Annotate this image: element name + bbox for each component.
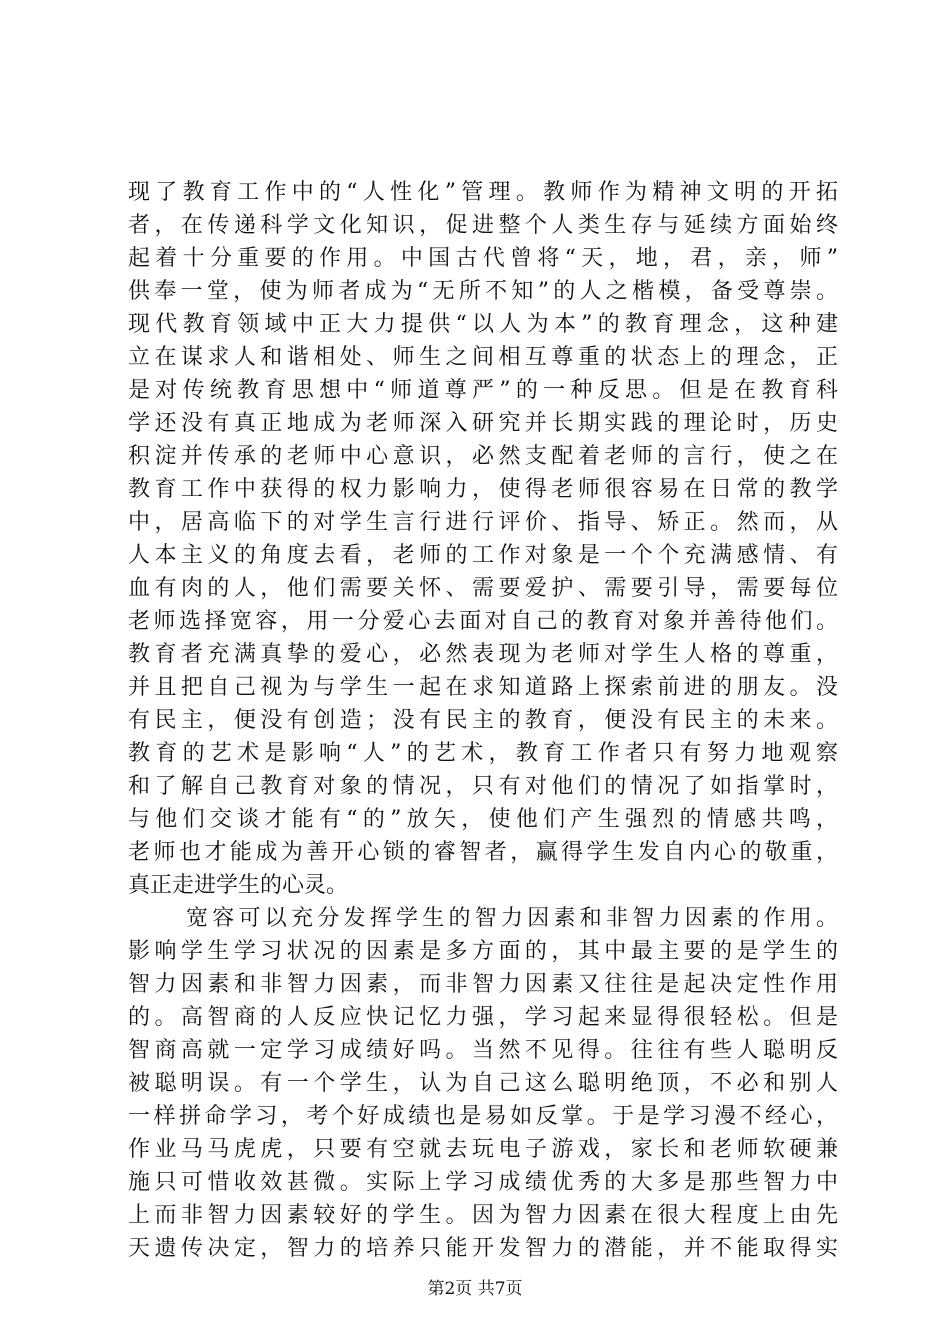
text-line: 现代教育领域中正大力提供“以人为本”的教育理念，这种建 — [128, 312, 838, 337]
text-line: 人本主义的角度去看，老师的工作对象是一个个充满感情、有 — [128, 543, 838, 568]
text-line: 学还没有真正地成为老师深入研究并长期实践的理论时，历史 — [128, 411, 838, 436]
text-line: 与他们交谈才能有“的”放矢，使他们产生强烈的情感共鸣， — [128, 807, 838, 832]
text-line: 的。高智商的人反应快记忆力强，学习起来显得很轻松。但是 — [128, 1005, 838, 1030]
text-line: 供奉一堂，使为师者成为“无所不知”的人之楷模，备受尊崇。 — [128, 279, 838, 304]
text-line: 智商高就一定学习成绩好吗。当然不见得。往往有些人聪明反 — [128, 1038, 838, 1063]
text-line: 老师选择宽容，用一分爱心去面对自己的教育对象并善待他们。 — [128, 609, 838, 634]
text-line: 被聪明误。有一个学生，认为自己这么聪明绝顶，不必和别人 — [128, 1071, 838, 1096]
text-line: 立在谋求人和谐相处、师生之间相互尊重的状态上的理念，正 — [128, 345, 838, 370]
text-line: 血有肉的人，他们需要关怀、需要爱护、需要引导，需要每位 — [128, 576, 838, 601]
text-line: 并且把自己视为与学生一起在求知道路上探索前进的朋友。没 — [128, 675, 838, 700]
text-line: 老师也才能成为善开心锁的睿智者，赢得学生发自内心的敬重， — [128, 840, 838, 865]
page-number-footer: 第2页 共7页 — [427, 1279, 523, 1299]
text-line: 是对传统教育思想中“师道尊严”的一种反思。但是在教育科 — [128, 378, 838, 403]
text-line: 真正走进学生的心灵。 — [128, 873, 349, 898]
text-line: 施只可惜收效甚微。实际上学习成绩优秀的大多是那些智力中 — [128, 1170, 838, 1195]
text-line: 起着十分重要的作用。中国古代曾将“天，地，君，亲，师” — [128, 246, 838, 271]
text-line: 和了解自己教育对象的情况，只有对他们的情况了如指掌时， — [128, 774, 838, 799]
paragraph-first-line: 宽容可以充分发挥学生的智力因素和非智力因素的作用。 — [186, 906, 838, 931]
text-line: 教育工作中获得的权力影响力，使得老师很容易在日常的教学 — [128, 477, 838, 502]
text-line: 有民主，便没有创造；没有民主的教育，便没有民主的未来。 — [128, 708, 838, 733]
text-line: 者，在传递科学文化知识，促进整个人类生存与延续方面始终 — [128, 213, 838, 238]
text-line: 教育的艺术是影响“人”的艺术，教育工作者只有努力地观察 — [128, 741, 838, 766]
text-line: 教育者充满真挚的爱心，必然表现为老师对学生人格的尊重， — [128, 642, 838, 667]
text-line: 积淀并传承的老师中心意识，必然支配着老师的言行，使之在 — [128, 444, 838, 469]
text-line: 作业马马虎虎，只要有空就去玩电子游戏，家长和老师软硬兼 — [128, 1137, 838, 1162]
text-line: 现了教育工作中的“人性化”管理。教师作为精神文明的开拓 — [128, 180, 838, 205]
text-line: 影响学生学习状况的因素是多方面的，其中最主要的是学生的 — [128, 939, 838, 964]
text-line: 一样拼命学习，考个好成绩也是易如反掌。于是学习漫不经心， — [128, 1104, 838, 1129]
text-line: 智力因素和非智力因素，而非智力因素又往往是起决定性作用 — [128, 972, 838, 997]
text-line: 上而非智力因素较好的学生。因为智力因素在很大程度上由先 — [128, 1203, 838, 1228]
text-line: 天遗传决定，智力的培养只能开发智力的潜能，并不能取得实 — [128, 1236, 838, 1261]
text-line: 中，居高临下的对学生言行进行评价、指导、矫正。然而，从 — [128, 510, 838, 535]
body-text — [128, 176, 838, 1265]
